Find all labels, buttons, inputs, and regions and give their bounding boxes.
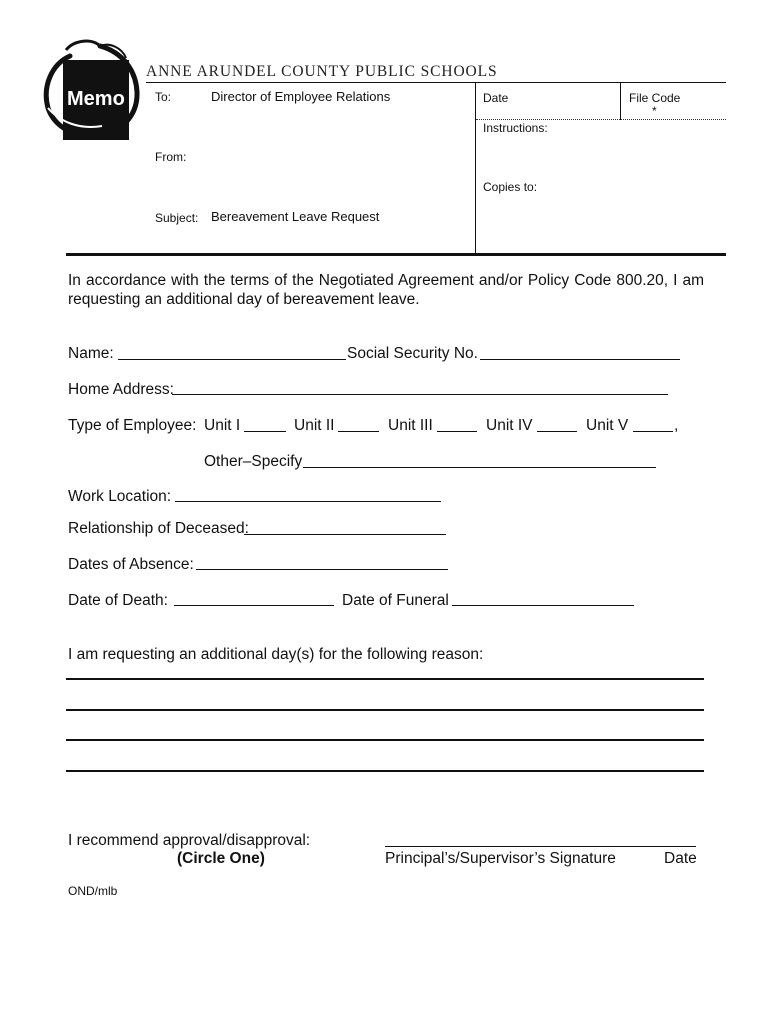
reason-line-2[interactable]: [66, 709, 704, 711]
dates-of-absence-label: Dates of Absence:: [68, 556, 194, 573]
unit-iv-field[interactable]: [537, 431, 577, 432]
other-specify-field[interactable]: [303, 467, 656, 468]
header-bottom-rule: [66, 253, 726, 256]
relationship-label: Relationship of Deceased:: [68, 520, 249, 537]
unit-iv-label: Unit IV: [486, 417, 533, 434]
name-label: Name:: [68, 345, 114, 362]
memo-logo: [40, 38, 145, 143]
instructions-label: Instructions:: [483, 121, 548, 135]
signature-field[interactable]: [385, 846, 696, 847]
reason-line-3[interactable]: [66, 739, 704, 741]
intro-paragraph: In accordance with the terms of the Negotiated Agreement and/or Policy Code 800.20, I am requesting an additional day of bereavement leave.: [68, 272, 704, 308]
unit-i-field[interactable]: [244, 431, 286, 432]
reason-prompt: I am requesting an additional day(s) for the following reason:: [68, 646, 484, 663]
home-address-field[interactable]: [172, 394, 668, 395]
reason-line-1[interactable]: [66, 678, 704, 680]
home-address-label: Home Address:: [68, 381, 174, 398]
from-label: From:: [155, 150, 187, 164]
unit-v-comma: ,: [674, 417, 679, 434]
unit-v-field[interactable]: [633, 431, 673, 432]
header-vertical-divider: [475, 82, 476, 254]
to-label: To:: [155, 90, 172, 104]
work-location-field[interactable]: [175, 501, 441, 502]
header-dotted-rule: [476, 119, 726, 120]
circle-one-label: (Circle One): [177, 850, 265, 867]
date-of-death-label: Date of Death:: [68, 592, 168, 609]
header-file-code-divider: [620, 82, 621, 120]
type-of-employee-label: Type of Employee:: [68, 417, 197, 434]
recommend-label: I recommend approval/disapproval:: [68, 832, 311, 849]
unit-iii-field[interactable]: [437, 431, 477, 432]
subject-value: Bereavement Leave Request: [211, 209, 380, 224]
reason-line-4[interactable]: [66, 770, 704, 772]
relationship-field[interactable]: [244, 534, 446, 535]
other-specify-label: Other–Specify: [204, 453, 303, 470]
file-code-label: File Code: [629, 91, 681, 105]
date-of-funeral-field[interactable]: [452, 605, 634, 606]
signature-label: Principal’s/Supervisor’s Signature: [385, 850, 616, 867]
header-top-rule: [146, 82, 726, 83]
unit-v-label: Unit V: [586, 417, 629, 434]
initials: OND/mlb: [68, 884, 118, 898]
to-value: Director of Employee Relations: [211, 89, 391, 104]
ssn-label: Social Security No.: [347, 345, 478, 362]
unit-i-label: Unit I: [204, 417, 241, 434]
unit-ii-label: Unit II: [294, 417, 335, 434]
organization-name: ANNE ARUNDEL COUNTY PUBLIC SCHOOLS: [146, 63, 498, 80]
copies-label: Copies to:: [483, 180, 538, 194]
signature-date-label: Date: [664, 850, 697, 867]
subject-label: Subject:: [155, 211, 199, 225]
unit-ii-field[interactable]: [338, 431, 379, 432]
date-label: Date: [483, 91, 509, 105]
date-of-funeral-label: Date of Funeral: [342, 592, 449, 609]
file-code-mark: *: [652, 104, 657, 118]
name-field[interactable]: [118, 359, 346, 360]
unit-iii-label: Unit III: [388, 417, 433, 434]
work-location-label: Work Location:: [68, 488, 172, 505]
dates-of-absence-field[interactable]: [196, 569, 448, 570]
date-of-death-field[interactable]: [174, 605, 334, 606]
memo-logo-text: Memo: [67, 88, 125, 110]
ssn-field[interactable]: [480, 359, 680, 360]
